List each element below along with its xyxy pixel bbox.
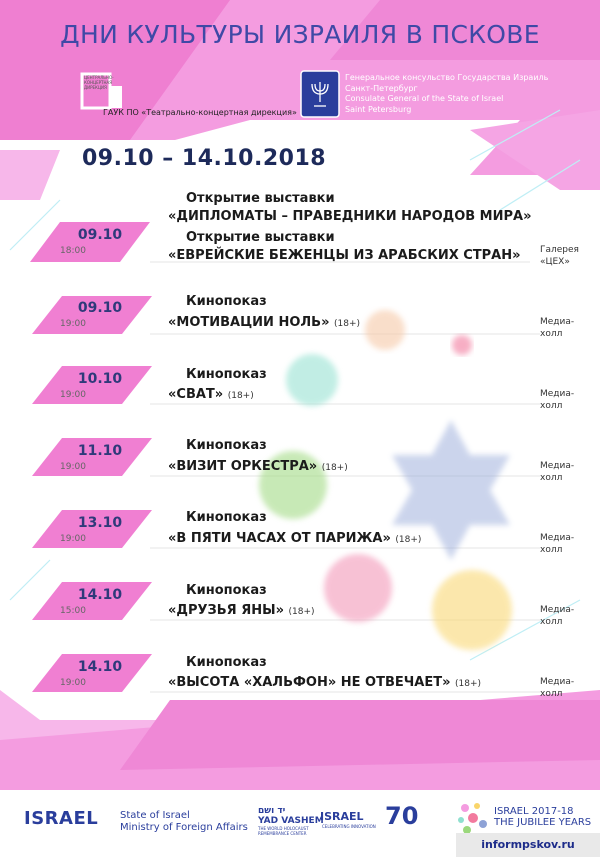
- venue-line: Медиа-: [540, 533, 575, 543]
- event-name: [168, 531, 421, 546]
- event-type: Кинопоказ: [186, 367, 267, 382]
- state-of-israel-label: State of Israel: [120, 810, 190, 821]
- event-type: Кинопоказ: [186, 583, 267, 598]
- event-type: Кинопоказ: [186, 655, 267, 670]
- event-date: 09.10: [77, 227, 123, 243]
- event-title: «ВЫСОТА «ХАЛЬФОН» НЕ ОТВЕЧАЕТ»: [168, 675, 451, 690]
- event-name: [168, 315, 360, 330]
- age-rating: (18+): [288, 607, 315, 617]
- event-name: «ЕВРЕЙСКИЕ БЕЖЕНЦЫ ИЗ АРАБСКИХ СТРАН»: [168, 248, 521, 263]
- age-rating: (18+): [227, 391, 254, 401]
- jubilee-dots-icon: [455, 800, 491, 836]
- mfa-text: [120, 810, 248, 834]
- event-title: «ВИЗИТ ОРКЕСТРА»: [168, 459, 318, 474]
- event-date: 13.10: [77, 515, 123, 531]
- yad-vashem-subtitle: THE WORLD HOLOCAUST REMEMBRANCE CENTER: [258, 826, 309, 836]
- consulate-city-ru: Санкт-Петербург: [345, 83, 418, 93]
- israel70-number: 70: [385, 802, 419, 830]
- event-date: 09.10: [77, 300, 123, 316]
- event-time: 19:00: [60, 462, 86, 472]
- venue-line: «ЦЕХ»: [540, 257, 570, 267]
- venue-line: Медиа-: [540, 677, 575, 687]
- venue-line: холл: [540, 329, 563, 339]
- yad-vashem-label: YAD VASHEM: [258, 816, 324, 826]
- israel70-logo-text: ISRAEL: [320, 810, 364, 823]
- event-title: «В ПЯТИ ЧАСАХ ОТ ПАРИЖА»: [168, 531, 391, 546]
- consulate-city-en: Saint Petersburg: [345, 104, 412, 114]
- event-type: Кинопоказ: [186, 438, 267, 453]
- venue-line: холл: [540, 401, 563, 411]
- consulate-line-en: Consulate General of the State of Israel: [345, 94, 504, 103]
- event-time: 19:00: [60, 319, 86, 329]
- event-venue: [540, 388, 574, 412]
- event-time: 19:00: [60, 534, 86, 544]
- event-title: «СВАТ»: [168, 387, 224, 402]
- event-time: 19:00: [60, 390, 86, 400]
- event-date: 14.10: [77, 659, 123, 675]
- event-name: [168, 603, 315, 618]
- event-name: [168, 459, 348, 474]
- israel-mfa-logo: ISRAEL: [24, 808, 99, 829]
- event-name: [168, 387, 254, 402]
- age-rating: (18+): [395, 535, 422, 545]
- venue-line: Галерея: [540, 245, 579, 255]
- venue-line: холл: [540, 689, 563, 699]
- yad-vashem-hebrew: יד ושם: [258, 806, 286, 816]
- watermark: informpskov.ru: [456, 833, 600, 857]
- event-venue: [540, 316, 574, 340]
- venue-line: Медиа-: [540, 317, 575, 327]
- venue-line: Медиа-: [540, 461, 575, 471]
- festival-dates: 09.10 – 14.10.2018: [82, 146, 327, 171]
- event-type: Кинопоказ: [186, 294, 267, 309]
- event-time: 18:00: [60, 246, 86, 256]
- yad-vashem-logo: [258, 806, 324, 826]
- event-time: 19:00: [60, 678, 86, 688]
- event-date: 14.10: [77, 587, 123, 603]
- age-rating: (18+): [321, 463, 348, 473]
- event-venue: [540, 532, 574, 556]
- age-rating: (18+): [334, 319, 361, 329]
- event-name: [168, 675, 481, 690]
- israel-emblem-icon: [300, 70, 340, 118]
- org-logo-text: ЦЕНТРАЛЬНО-КОНЦЕРТНАЯ ДИРЕКЦИЯ: [84, 75, 114, 90]
- event-title: «МОТИВАЦИИ НОЛЬ»: [168, 315, 330, 330]
- event-venue: [540, 244, 579, 268]
- event-venue: [540, 460, 574, 484]
- event-title: «ДРУЗЬЯ ЯНЫ»: [168, 603, 284, 618]
- venue-line: холл: [540, 617, 563, 627]
- age-rating: (18+): [455, 679, 482, 689]
- jubilee-title: ISRAEL 2017-18: [494, 806, 574, 817]
- event-venue: [540, 604, 574, 628]
- event-time: 15:00: [60, 606, 86, 616]
- ministry-label: Ministry of Foreign Affairs: [120, 822, 248, 833]
- venue-line: Медиа-: [540, 389, 575, 399]
- israel70-subtitle: CELEBRATING INNOVATION: [322, 824, 376, 829]
- event-type: Открытие выставки: [186, 230, 335, 245]
- event-venue: [540, 676, 574, 700]
- event-date: 11.10: [77, 443, 123, 459]
- consulate-line-ru: Генеральное консульство Государства Израиль: [345, 73, 549, 82]
- event-type: Открытие выставки: [186, 191, 335, 206]
- jubilee-subtitle: THE JUBILEE YEARS: [494, 817, 592, 828]
- event-date: 10.10: [77, 371, 123, 387]
- event-name: «ДИПЛОМАТЫ – ПРАВЕДНИКИ НАРОДОВ МИРА»: [168, 209, 532, 224]
- venue-line: холл: [540, 473, 563, 483]
- venue-line: холл: [540, 545, 563, 555]
- page-title: ДНИ КУЛЬТУРЫ ИЗРАИЛЯ В ПСКОВЕ: [60, 20, 540, 49]
- event-type: Кинопоказ: [186, 510, 267, 525]
- venue-line: Медиа-: [540, 605, 575, 615]
- org-name: ГАУК ПО «Театрально-концертная дирекция»: [103, 108, 297, 117]
- jubilee-logo: [494, 806, 591, 828]
- consulate-info: [345, 73, 548, 115]
